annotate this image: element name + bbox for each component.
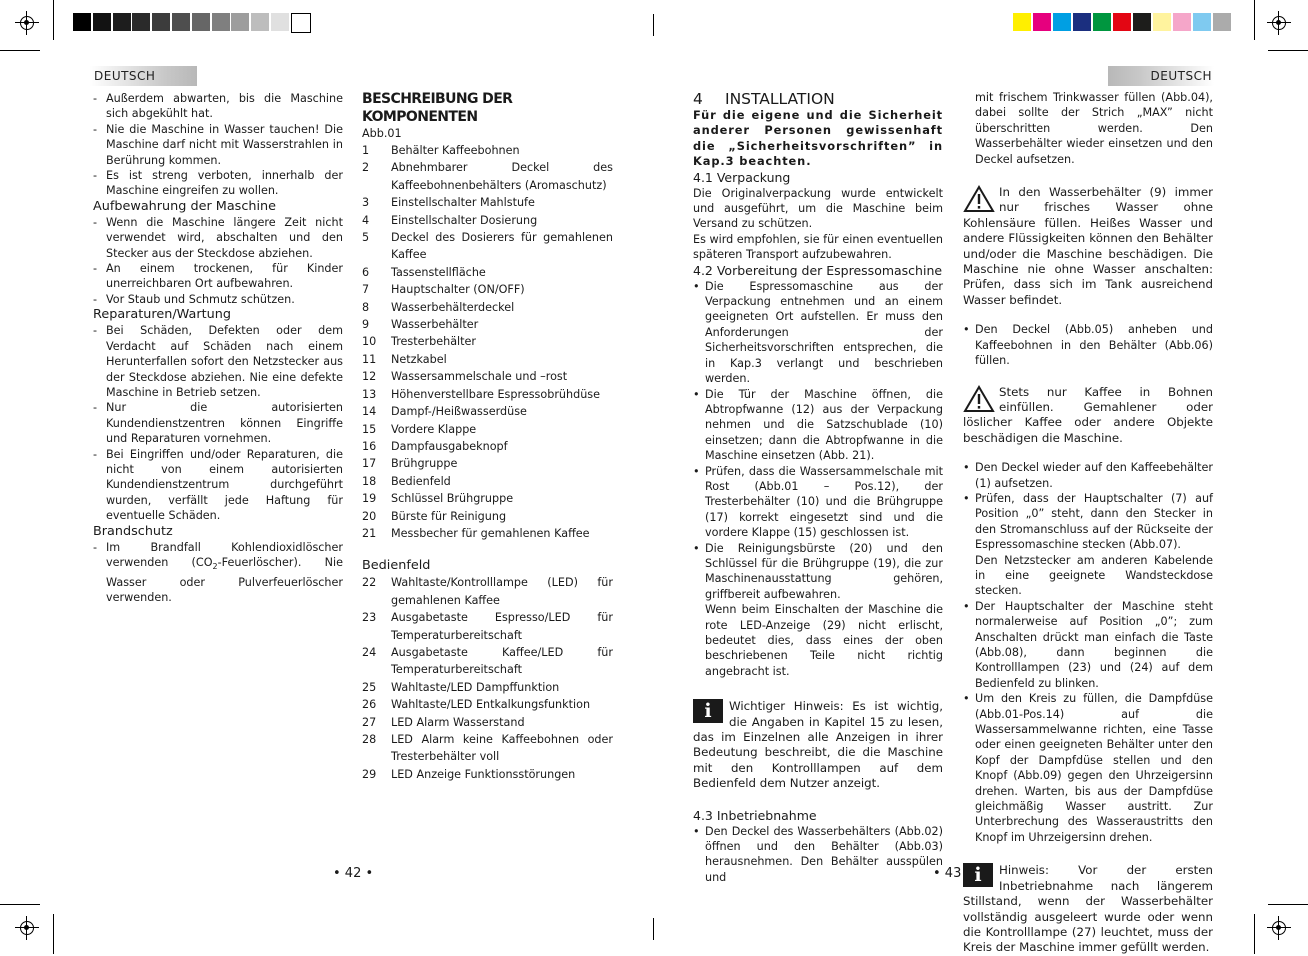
item-label: Bürste für Reinigung [391,509,507,523]
item-number: 10 [362,335,377,349]
list-item [963,691,1213,845]
component-item [362,142,613,159]
crop-mark [1268,50,1308,51]
gray-swatch [271,13,289,31]
component-item [362,508,613,525]
list-marker: - [93,122,98,136]
item-label: Hauptschalter (ON/OFF) [391,283,525,297]
item-number: 11 [362,352,377,366]
list-marker: - [93,262,98,276]
panel-item [362,679,613,696]
list-marker: - [93,169,98,183]
item-number: 13 [362,387,377,401]
column-safety [93,91,343,605]
packaging-text: Die Originalverpackung wurde entwickelt und ausgeführt, um die Maschine beim Versand zu schützen. [693,186,943,231]
item-label: Vordere Klappe [391,422,477,436]
startup-list [963,460,1213,845]
gray-swatch [132,13,150,31]
list-item [93,91,343,122]
list-marker: - [93,401,98,415]
crop-mark [53,914,54,954]
list-marker: - [93,92,98,105]
registration-mark-top-right [1267,11,1291,35]
panel-item [362,731,613,766]
crop-mark [1254,914,1255,954]
item-label: Ausgabetaste Kaffee/LED für Temperaturbereitschaft [391,645,613,677]
control-panel-list [362,574,613,783]
list-marker: • [693,387,700,401]
subsection-preparation: 4.2 Vorbereitung der Espressomaschine [693,262,943,278]
panel-item [362,644,613,679]
list-text: Außerdem abwarten, bis die Maschine sich abgekühlt hat. [106,92,343,121]
gray-swatch [192,13,210,31]
component-item [362,264,613,281]
list-marker: - [93,324,98,338]
component-item [362,525,613,542]
item-number: 27 [362,715,377,729]
list-item [93,400,343,446]
item-number: 26 [362,698,377,712]
column-installation-cont [963,90,1213,956]
item-number: 22 [362,576,377,590]
preparation-list [693,279,943,603]
language-tab-right [1108,66,1214,86]
continued-text: mit frischem Trinkwasser füllen (Abb.04), dabei sollte der Strich „MAX” nicht überschritten werden. Den Wasserbehälter wieder einsetzen und den Deckel aufsetzen. [975,91,1213,166]
item-label: Wahltaste/Kontrolllampe (LED) für gemahlenen Kaffee [391,576,613,607]
item-label: Höhenverstellbare Espressobrühdüse [391,387,601,401]
list-marker: - [93,292,98,306]
list-marker: - [93,215,98,229]
list-marker: • [963,599,970,613]
list-text: Nie die Maschine in Wasser tauchen! Die Maschine darf nicht mit Wasserstrahlen in Berührung kommen. [106,122,343,167]
list-item [93,447,343,524]
repair-heading: Reparaturen/Wartung [93,307,231,323]
list-marker: - [93,447,98,461]
info-icon: i [963,863,993,887]
repair-list [93,323,343,523]
item-label: Bedienfeld [391,474,451,488]
item-number: 24 [362,645,377,659]
component-item [362,438,613,455]
gray-swatch [172,13,190,31]
list-text: Die Espressomaschine aus der Verpackung entnehmen und an einem geeigneten Ort aufstellen. Er muss den Anforderungen der Sicherheitsvorschriften entsprechen, die in Kap.3 verlangt und beschrieben werden. [705,279,943,386]
list-item [693,279,943,387]
component-item [362,212,613,229]
item-label: Wahltaste/LED Entkalkungsfunktion [391,698,591,712]
item-label: Deckel des Dosierers für gemahlenen Kaffee [391,231,613,262]
subsection-startup: 4.3 Inbetriebnahme [693,807,817,823]
color-swatch [1133,13,1151,31]
language-label: DEUTSCH [1150,69,1212,83]
list-marker: • [963,692,970,706]
warning-beans: Stets nur Kaffee in Bohnen einfüllen. Gemahlener oder löslicher Kaffee oder andere Objekte beschädigen die Maschine. [963,384,1213,445]
page-number-right: • 43 • [933,866,974,881]
component-item [362,299,613,316]
color-swatch [1053,13,1071,31]
list-item [693,387,943,464]
component-item [362,421,613,438]
item-label: Wasserbehälter [391,318,479,332]
list-text: Der Hauptschalter der Maschine steht normalerweise auf Position „0”; zum Anschalten drückt man einfach die Taste (Abb.08), dann beginnen die Kontrolllampen (23) und (24) auf dem Bedienfeld zu blinken. [975,599,1213,690]
list-item [963,491,1213,599]
important-note: i Wichtiger Hinweis: Es ist wichtig, die Angaben in Kapitel 15 zu lesen, das im Einzelnen alle Anzeigen in ihrer Bedeutung beschreibt, die die Maschine mit den Kontrolllampen auf dem Bedienfeld dem Nutzer anzeigt. [693,699,943,791]
panel-item [362,714,613,731]
item-label: Tassenstellfläche [391,265,486,279]
gray-swatch [251,13,269,31]
safety-intro: Für die eigene und die Sicherheit anderer Personen gewissenhaft die „Sicherheitsvorschriften” in Kap.3 beachten. [693,108,943,169]
item-label: LED Alarm keine Kaffeebohnen oder Tresterbehälter voll [391,733,613,764]
list-text: Nur die autorisierten Kundendienstzentren können Eingriffe und Reparaturen vornehmen. [106,401,343,446]
item-number: 25 [362,680,377,694]
list-item [693,464,943,541]
item-label: Messbecher für gemahlenen Kaffee [391,526,590,540]
component-item [362,194,613,211]
item-label: Netzkabel [391,352,447,366]
gray-swatch [152,13,170,31]
crop-mark [53,0,54,40]
item-label: Wasserbehälterdeckel [391,300,515,314]
list-marker: • [963,461,970,475]
component-item [362,333,613,350]
item-number: 3 [362,196,370,210]
item-label: Behälter Kaffeebohnen [391,144,520,157]
item-number: 6 [362,265,370,279]
list-item [93,261,343,292]
crop-mark [1268,904,1308,905]
column-components [362,90,613,783]
item-number: 16 [362,439,377,453]
item-number: 18 [362,474,377,488]
item-label: Einstellschalter Mahlstufe [391,196,535,210]
item-number: 29 [362,767,377,781]
fire-heading: Brandschutz [93,523,173,539]
item-number: 19 [362,492,377,506]
item-number: 15 [362,422,377,436]
registration-mark-top-left [15,11,39,35]
list-item [93,168,343,199]
list-item [693,541,943,603]
component-item [362,490,613,507]
control-panel-heading: Bedienfeld [362,558,431,574]
list-text: Es ist streng verboten, innerhalb der Maschine eingreifen zu wollen. [106,169,343,198]
list-marker: • [693,279,700,293]
component-item [362,159,613,194]
component-item [362,229,613,264]
item-number: 14 [362,405,377,419]
list-item [963,460,1213,491]
list-item [93,292,343,307]
registration-mark-bottom-right [1267,916,1291,940]
packaging-text: Es wird empfohlen, sie für einen eventuellen späteren Transport aufzubewahren. [693,232,943,262]
list-marker: • [693,464,700,478]
component-item [362,455,613,472]
preparation-note: Wenn beim Einschalten der Maschine die rote LED-Anzeige (29) nicht erlischt, bedeutet dies, dass eines der oben beschriebenen Teile nicht richtig angebracht ist. [705,603,943,678]
subsection-packaging: 4.1 Verpackung [693,169,791,185]
component-item [362,386,613,403]
list-item [963,599,1213,691]
item-number: 20 [362,509,377,523]
item-label: LED Anzeige Funktionsstörungen [391,767,576,781]
component-item [362,351,613,368]
beans-item: • Den Deckel (Abb.05) anheben und Kaffeebohnen in den Behälter (Abb.06) füllen. [963,323,1213,368]
component-item [362,403,613,420]
color-swatch [1213,13,1231,31]
column-installation [693,90,943,885]
component-item [362,473,613,490]
component-item [362,316,613,333]
list-text: Um den Kreis zu füllen, die Dampfdüse (Abb.01-Pos.14) auf die Wassersammelwanne richten, eine Tasse oder einen geeigneten Behälter unter den Kopf der Dampfdüse stellen und den Knopf (Abb.09) gegen den Uhrzeigersinn drehen. Warten, bis aus der Dampfdüse gleichmäßig Wasser austritt. Zur Unterbrechung des Wasseraustritts den Knopf im Uhrzeigersinn drehen. [975,692,1213,844]
item-label: LED Alarm Wasserstand [391,715,525,729]
item-number: 17 [362,457,377,471]
startup-note: i Hinweis: Vor der ersten Inbetriebnahme nach längerem Stillstand, wenn der Wasserbehälter vollständig ausgeleert wurde oder wenn die Kontrolllampe (27) leuchtet, muss der Kreis der Maschine immer gefüllt werden. [963,863,1213,955]
warning-icon [963,185,995,213]
list-item [93,215,343,261]
list-text: Den Netzstecker am anderen Kabelende in eine geeignete Wandsteckdose stecken. [975,553,1213,598]
item-label: Dampf-/Heißwasserdüse [391,405,527,419]
item-label: Abnehmbarer Deckel des Kaffeebohnenbehälters (Aromaschutz) [391,161,613,192]
list-text: Bei Schäden, Defekten oder dem Verdacht auf Schäden nach einem Herunterfallen sofort den Netzstecker aus der Steckdose abziehen. Nie eine defekte Maschine in Betrieb setzen. [106,324,343,399]
info-icon: i [693,699,723,723]
gray-swatch [291,13,311,33]
color-swatch [1013,13,1031,31]
figure-reference: Abb.01 [362,127,402,140]
item-label: Ausgabetaste Espresso/LED für Temperaturbereitschaft [391,611,613,642]
list-text: Bei Eingriffen und/oder Reparaturen, die nicht von einem autorisierten Kundendienstzentrum durchgeführt wurden, verfällt jede Haftung für eventuelle Schäden. [106,447,343,523]
components-heading: BESCHREIBUNG DER KOMPONENTEN [362,91,513,125]
color-swatch [1113,13,1131,31]
component-item [362,368,613,385]
warning-icon [963,385,995,413]
language-label: DEUTSCH [94,69,156,83]
item-number: 7 [362,283,370,297]
warning-water: In den Wasserbehälter (9) immer nur frisches Wasser ohne Kohlensäure füllen. Heißes Wasser und andere Flüssigkeiten können den Behälter und/oder die Maschine beschädigen. Die Maschine nie ohne Wasser anschalten: Prüfen, dass sich im Tank ausreichend Wasser befindet. [963,185,1213,307]
gray-swatch [231,13,249,31]
list-text: Prüfen, dass der Hauptschalter (7) auf Position „0” steht, dann den Stecker in den Stromanschluss auf der Rückseite der Espressomaschine stecken (Abb.07). [975,491,1213,552]
list-text: Wenn die Maschine längere Zeit nicht verwendet wird, abschalten und den Stecker aus der Steckdose abziehen. [106,215,343,260]
gray-swatch [113,13,131,31]
language-tab-left [90,66,197,86]
item-number: 28 [362,733,377,746]
list-text: Die Reinigungsbürste (20) und den Schlüssel für die Brühgruppe (19), die zur Maschinenausstattung gehören, griffbereit aufbewahren. [705,541,943,601]
component-item [362,281,613,298]
page-number-left: • 42 • [333,866,374,881]
list-text: Vor Staub und Schmutz schützen. [106,292,295,306]
color-swatch [1093,13,1111,31]
item-label: Wassersammelschale und –rost [391,370,568,384]
list-item [93,323,343,400]
fold-mark [653,14,654,36]
storage-heading: Aufbewahrung der Maschine [93,198,277,214]
components-list [362,142,613,542]
crop-mark [0,50,40,51]
fire-item: - Im Brandfall Kohlendioxidlöscher verwenden $(CO_2-Feuerlöscher)$. Nie Wasser oder Pulverfeuerlöscher verwenden. [93,540,343,605]
gray-swatch [73,13,91,31]
item-label: Tresterbehälter [391,335,477,349]
item-number: 5 [362,231,370,245]
crop-mark [1254,0,1255,40]
color-swatch [1073,13,1091,31]
color-swatch [1033,13,1051,31]
color-swatch [1193,13,1211,31]
list-marker: • [963,491,970,505]
item-label: Brühgruppe [391,457,458,471]
item-number: 9 [362,318,370,332]
panel-item [362,609,613,644]
registration-mark-bottom-left [15,916,39,940]
item-number: 21 [362,526,377,540]
item-number: 4 [362,213,370,227]
list-text: Den Deckel wieder auf den Kaffeebehälter (1) aufsetzen. [975,461,1213,490]
crop-mark [0,904,40,905]
gray-swatch [212,13,230,31]
startup-item: • Den Deckel des Wasserbehälters (Abb.02) öffnen und den Behälter (Abb.03) herausnehmen. Den Behälter ausspülen und [693,824,943,884]
item-number: 12 [362,370,377,384]
section-heading: 4 INSTALLATION [693,90,835,108]
item-number: 8 [362,300,370,314]
fold-mark [653,918,654,940]
color-swatch [1153,13,1171,31]
item-label: Einstellschalter Dosierung [391,213,538,227]
list-marker: • [693,541,700,555]
item-number: 23 [362,611,377,625]
item-number: 1 [362,144,370,157]
item-label: Schlüssel Brühgruppe [391,492,514,506]
gray-swatch [93,13,111,31]
item-label: Dampfausgabeknopf [391,439,508,453]
color-swatch [1173,13,1191,31]
list-text: An einem trockenen, für Kinder unerreichbaren Ort aufbewahren. [106,262,343,291]
safety-list [93,91,343,199]
panel-item [362,574,613,609]
item-label: Wahltaste/LED Dampffunktion [391,680,560,694]
list-text: Prüfen, dass die Wassersammelschale mit Rost (Abb.01 – Pos.12), der Tresterbehälter (10) und die Brühgruppe (17) korrekt eingesetzt sind und die vordere Klappe (15) geschlossen ist. [705,464,943,540]
list-item [93,122,343,168]
item-number: 2 [362,161,370,175]
panel-item [362,766,613,783]
storage-list [93,215,343,307]
panel-item [362,696,613,713]
list-text: Die Tür der Maschine öffnen, die Abtropfwanne (12) aus der Verpackung nehmen und die Satzschublade (10) einsetzen; dann die Abtropfwanne in die Maschine einsetzen (Abb. 21). [705,387,943,463]
